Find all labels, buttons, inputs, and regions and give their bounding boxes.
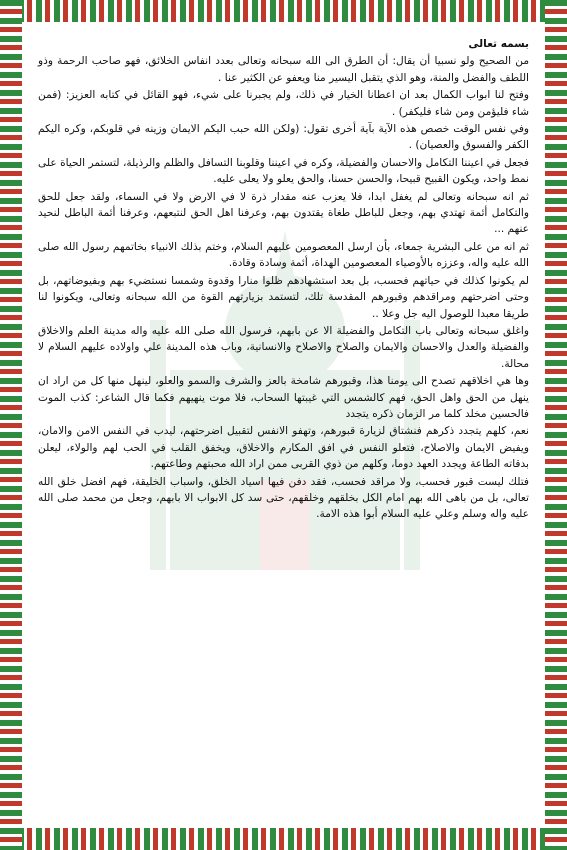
decorative-border-left	[0, 0, 22, 850]
paragraph: ثم انه سبحانه وتعالى لم يغفل ابدا، فلا يعزب عنه مقدار ذرة لا في الارض ولا في السماء، ولقد جعل للحق والتكامل أئمة تهتدي بهم، وجعل للباطل طغاة يقتدون بهم، وعرفنا اهل الحق لنتبعهم، وعرفنا أئمة الباطل لنحيد عنهم ...	[38, 190, 529, 236]
paragraph: لم يكونوا كذلك في حياتهم فحسب، بل بعد استشهادهم ظلوا منارا وقدوة وشمسا نستضيء بهم وبفيوضاتهم، بل وحتى اضرحتهم ومراقدهم وقبورهم المقدسة تلك، لتستمد بزيارتهم القوة من الله سبحانه وتعالى، ويكونوا لنا طريقا معبدا للوصول اليه جل وعلا ..	[38, 274, 529, 320]
article-heading: بسمه تعالى	[468, 38, 529, 50]
paragraph: وفتح لنا ابواب الكمال بعد ان اعطانا الخيار في ذلك، ولم يجبرنا على شيء، فهو القائل في كتابه العزيز: (فمن شاء فليؤمن ومن شاء فليكفر) .	[38, 89, 529, 118]
decorative-border-bottom	[0, 828, 567, 850]
paragraph: نعم، كلهم يتجدد ذكرهم فنشتاق لزيارة قبورهم، وتهفو الانفس لتقبيل اضرحتهم، ليدب في النفس الامن والامان، ويفيض الايمان والاصلاح، فتعلو النفس في افق المكارم والاخلاق، ويخفق القلب في الحب لهم والولاء، ليعلن بدقاته الطاعة ويجدد العهد دوما، وكلهم من ذوي القربى ممن اراد الله محبتهم وطاعتهم.	[38, 425, 529, 471]
paragraph: واغلق سبحانه وتعالى باب التكامل والفضيلة الا عن بابهم، فرسول الله صلى الله عليه واله مدينة العلم والاخلاق والفضيلة والعدل والاحسان والايمان والصلاح والاصلاح والانسانية، وباب هذه المدينة علي واولاده عليهم السلام لا محالة.	[38, 324, 529, 370]
paragraph: فجعل في اعيننا التكامل والاحسان والفضيلة، وكره في اعيننا وقلوبنا التسافل والظلم والرذيلة، لتستمر الحياة على نمط واحد، ويكون القبيح قبيحا، والحسن حسنا، والحق يعلو ولا يعلى عليه.	[38, 156, 529, 186]
article-body	[38, 36, 529, 816]
paragraph: وها هي اخلاقهم تصدح الى يومنا هذا، وقبورهم شامخة بالعز والشرف والسمو والعلو، لينهل منها كل من اراد ان ينهل من الحق واهل الحق، فهم كالشمس التي غيبتها السحاب، فلا موت ينهيهم فكما قال الشاعر: كذب الموت فالحسين مخلد كلما مر الزمان ذكره يتجدد	[38, 375, 529, 420]
paragraph: فتلك ليست قبور فحسب، ولا مراقد فحسب، فقد دفن فيها اسياد الخلق، واسباب الخليقة، فهم افضل خلق الله تعالى، بل من باهى الله بهم امام الكل بخلقهم وخلقهم، حتى سد كل الابواب الا بابهم، وجعل من محمد صلى الله عليه واله وسلم وعلي عليه السلام أبوا هذه الامة.	[38, 475, 529, 521]
decorative-border-top	[0, 0, 567, 22]
paragraph: من الصحيح ولو نسبيا أن يقال: أن الطرق الى الله سبحانه وتعالى بعدد انفاس الخلائق، فهو صاحب الرحمة وذو اللطف والفضل والمنة، وهو الذي يتقبل اليسير منا ويعفو عن الكثير عنا .	[38, 55, 529, 84]
decorative-border-right	[545, 0, 567, 850]
paragraph: ثم انه من على البشرية جمعاء، بأن ارسل المعصومين عليهم السلام، وختم بذلك الانبياء بخاتمهم رسول الله صلى الله عليه واله، وعززه بالأوصياء المعصومين الهداة، أئمة وسادة وقادة.	[38, 240, 529, 270]
paragraph: وفي نفس الوقت خصص هذه الآية بآية أخرى تقول: (ولكن الله حبب اليكم الايمان وزينه في قلوبكم، وكره اليكم الكفر والفسوق والعصيان) .	[38, 123, 529, 152]
